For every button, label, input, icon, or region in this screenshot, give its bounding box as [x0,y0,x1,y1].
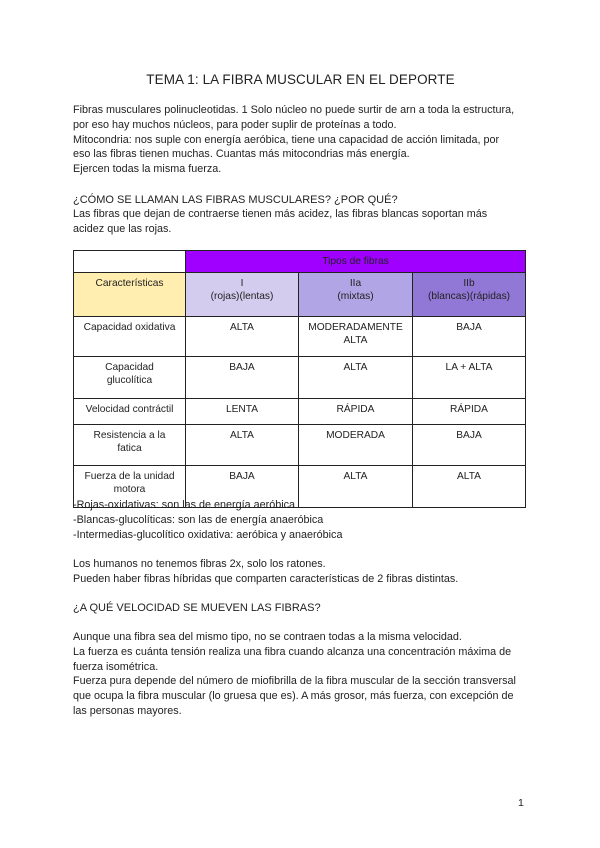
column-subtitle: (blancas)(rápidas) [427,291,511,302]
table-cell: BAJA [186,357,299,399]
table-cell: ALTA [299,357,413,399]
text-line: Ejercen todas la misma fuerza. [73,163,222,176]
row-label: Capacidad glucolítica [74,357,186,399]
table-row [74,399,526,425]
column-name: I [240,278,244,289]
table-cell: BAJA [413,425,526,466]
page-number: 1 [518,797,524,809]
column-header-type-i [186,273,299,317]
question-heading-2: ¿A QUÉ VELOCIDAD SE MUEVEN LAS FIBRAS? [73,602,321,614]
characteristics-header: Características [74,273,186,317]
text-line: eso las fibras tienen muchas. Cuantas más mitocondrias más energía. [73,148,410,161]
row-label: Resistencia a la fatica [74,425,186,466]
table-cell: MODERADAMENTE ALTA [299,317,413,357]
row-label: Velocidad contráctil [74,399,186,425]
text-line: las personas mayores. [73,704,182,717]
answer-paragraph-1 [73,207,528,237]
text-line: La fuerza es cuánta tensión realiza una fibra cuando alcanza una concentración máxima de [73,645,512,658]
column-name: IIb [463,278,475,289]
row-label: Fuerza de la unidad motora [74,466,186,508]
table-group-header-row [74,251,526,273]
column-header-type-iib [413,273,526,317]
fiber-types-list [73,498,528,542]
column-header-type-iia [299,273,413,317]
text-line: fuerza isométrica. [73,660,159,673]
table-cell: ALTA [413,466,526,508]
column-subtitle: (mixtas) [337,291,374,302]
text-line: por eso hay muchos núcleos, para poder suplir de proteínas a todo. [73,118,397,131]
table-cell: ALTA [299,466,413,508]
table-row [74,357,526,399]
text-line: acidez que las rojas. [73,222,172,235]
list-item: -Rojas-oxidativas: son las de energía aeróbica [73,499,296,511]
table-row [74,317,526,357]
text-line: Fibras musculares polinucleotidas. 1 Solo núcleo no puede surtir de arn a toda la estructura, [73,104,515,116]
text-line: Pueden haber fibras híbridas que comparten características de 2 fibras distintas. [73,572,459,585]
answer-paragraph-2 [73,630,528,719]
table-cell: MODERADA [299,425,413,466]
intro-paragraph [73,103,528,177]
text-line: Fuerza pura depende del número de miofibrilla de la fibra muscular de la sección transversal [73,675,516,688]
text-line: que ocupa la fibra muscular (lo gruesa que es). A más grosor, más fuerza, con excepción de [73,690,514,703]
document-title: TEMA 1: LA FIBRA MUSCULAR EN EL DEPORTE [146,72,455,87]
table-row [74,425,526,466]
question-heading-1: ¿CÓMO SE LLAMAN LAS FIBRAS MUSCULARES? ¿POR QUÉ? [73,194,398,206]
list-item: -Blancas-glucolíticas: son las de energía anaeróbica [73,513,324,526]
fiber-types-header: Tipos de fibras [186,251,526,273]
table-cell: BAJA [413,317,526,357]
table-cell: LA + ALTA [413,357,526,399]
table-cell: RÁPIDA [413,399,526,425]
table-cell: ALTA [186,317,299,357]
list-item: -Intermedias-glucolítico oxidativa: aeróbica y anaeróbica [73,528,343,541]
text-line: Aunque una fibra sea del mismo tipo, no se contraen todas a la misma velocidad. [73,631,462,643]
text-line: Los humanos no tenemos fibras 2x, solo los ratones. [73,558,326,570]
text-line: Las fibras que dejan de contraerse tienen más acidez, las fibras blancas soportan más [73,208,488,220]
humans-paragraph [73,557,528,587]
table-cell: ALTA [186,425,299,466]
table-corner-cell [74,251,186,273]
table-column-header-row [74,273,526,317]
row-label: Capacidad oxidativa [74,317,186,357]
column-subtitle: (rojas)(lentas) [210,291,274,302]
table-cell: BAJA [186,466,299,508]
column-name: IIa [349,278,362,289]
text-line: Mitocondria: nos suple con energía aeróbica, tiene una capacidad de acción limitada, por [73,133,500,146]
fiber-types-table [73,250,526,508]
table-cell: LENTA [186,399,299,425]
table-cell: RÁPIDA [299,399,413,425]
